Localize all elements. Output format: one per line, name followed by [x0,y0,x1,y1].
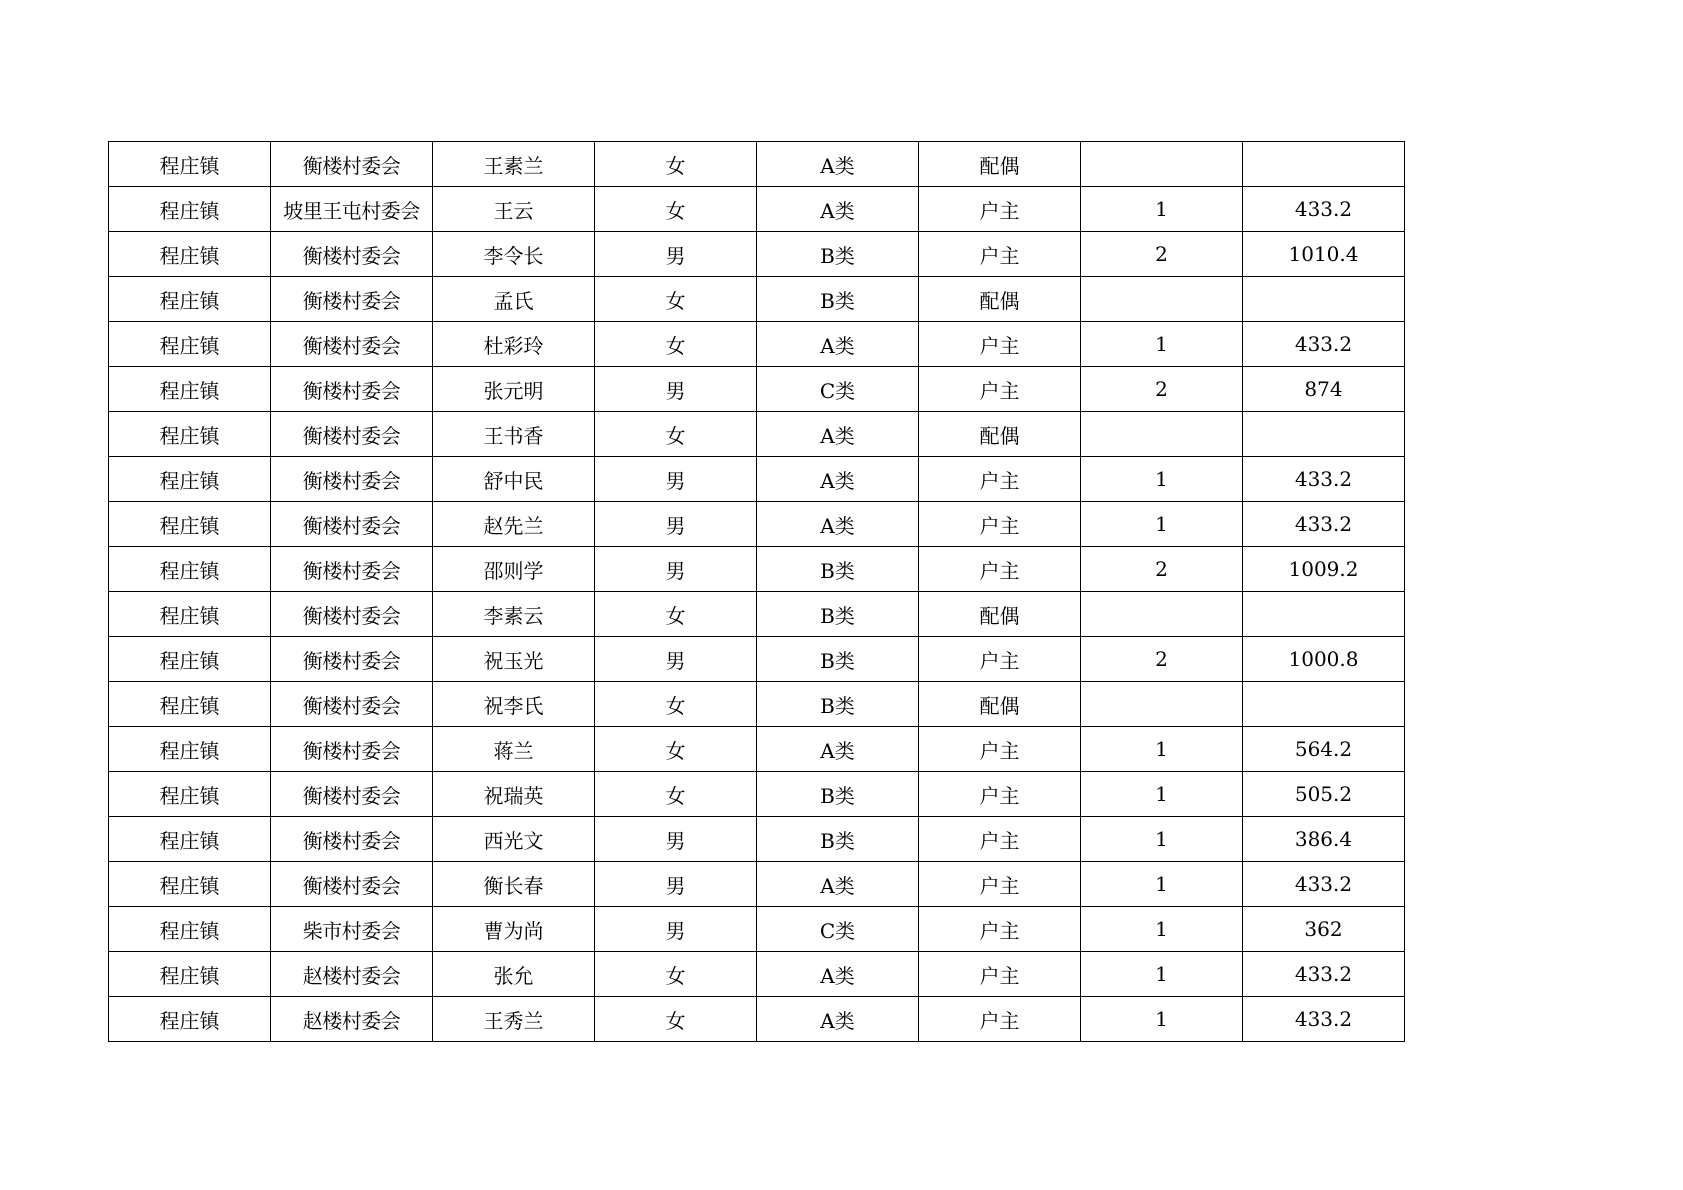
relation-cell: 户主 [919,952,1081,997]
relation-cell: 户主 [919,502,1081,547]
category-cell: B类 [757,277,919,322]
village-cell: 衡楼村委会 [271,142,433,187]
amount-cell: 433.2 [1243,502,1405,547]
category-cell: A类 [757,187,919,232]
relation-cell: 户主 [919,547,1081,592]
gender-cell: 男 [595,547,757,592]
village-cell: 衡楼村委会 [271,637,433,682]
table-row [109,187,1405,232]
category-cell: A类 [757,412,919,457]
table-row [109,817,1405,862]
gender-cell: 男 [595,232,757,277]
amount-cell [1243,592,1405,637]
amount-cell: 1010.4 [1243,232,1405,277]
gender-cell: 女 [595,727,757,772]
town-cell: 程庄镇 [109,322,271,367]
amount-cell: 433.2 [1243,187,1405,232]
name-cell: 王素兰 [433,142,595,187]
name-cell: 王书香 [433,412,595,457]
name-cell: 衡长春 [433,862,595,907]
household-count-cell [1081,592,1243,637]
table-row [109,232,1405,277]
town-cell: 程庄镇 [109,637,271,682]
relation-cell: 户主 [919,772,1081,817]
amount-cell [1243,142,1405,187]
town-cell: 程庄镇 [109,502,271,547]
table-row [109,952,1405,997]
table-row [109,637,1405,682]
gender-cell: 女 [595,277,757,322]
gender-cell: 女 [595,322,757,367]
village-cell: 赵楼村委会 [271,952,433,997]
town-cell: 程庄镇 [109,907,271,952]
category-cell: C类 [757,367,919,412]
amount-cell: 564.2 [1243,727,1405,772]
table-row [109,727,1405,772]
village-cell: 衡楼村委会 [271,547,433,592]
category-cell: B类 [757,592,919,637]
village-cell: 衡楼村委会 [271,862,433,907]
name-cell: 祝瑞英 [433,772,595,817]
gender-cell: 女 [595,952,757,997]
gender-cell: 女 [595,142,757,187]
amount-cell: 433.2 [1243,862,1405,907]
name-cell: 王云 [433,187,595,232]
name-cell: 杜彩玲 [433,322,595,367]
amount-cell: 386.4 [1243,817,1405,862]
table-row [109,502,1405,547]
amount-cell: 874 [1243,367,1405,412]
town-cell: 程庄镇 [109,952,271,997]
name-cell: 舒中民 [433,457,595,502]
table-row [109,592,1405,637]
name-cell: 祝李氏 [433,682,595,727]
amount-cell: 362 [1243,907,1405,952]
table-row [109,277,1405,322]
relation-cell: 户主 [919,997,1081,1042]
name-cell: 邵则学 [433,547,595,592]
village-cell: 赵楼村委会 [271,997,433,1042]
category-cell: B类 [757,232,919,277]
table-row [109,412,1405,457]
name-cell: 赵先兰 [433,502,595,547]
gender-cell: 女 [595,772,757,817]
town-cell: 程庄镇 [109,277,271,322]
relation-cell: 户主 [919,322,1081,367]
village-cell: 衡楼村委会 [271,232,433,277]
subsidy-table [108,141,1405,1042]
relation-cell: 户主 [919,232,1081,277]
amount-cell: 1009.2 [1243,547,1405,592]
category-cell: B类 [757,682,919,727]
relation-cell: 配偶 [919,682,1081,727]
table-row [109,457,1405,502]
village-cell: 衡楼村委会 [271,727,433,772]
table-row [109,907,1405,952]
household-count-cell: 1 [1081,997,1243,1042]
amount-cell: 433.2 [1243,457,1405,502]
gender-cell: 女 [595,997,757,1042]
relation-cell: 户主 [919,457,1081,502]
household-count-cell: 1 [1081,727,1243,772]
household-count-cell: 2 [1081,232,1243,277]
gender-cell: 男 [595,817,757,862]
household-count-cell: 1 [1081,907,1243,952]
village-cell: 衡楼村委会 [271,322,433,367]
gender-cell: 女 [595,187,757,232]
relation-cell: 户主 [919,907,1081,952]
village-cell: 衡楼村委会 [271,592,433,637]
town-cell: 程庄镇 [109,232,271,277]
amount-cell: 1000.8 [1243,637,1405,682]
amount-cell [1243,412,1405,457]
table-row [109,367,1405,412]
category-cell: A类 [757,502,919,547]
village-cell: 衡楼村委会 [271,502,433,547]
name-cell: 王秀兰 [433,997,595,1042]
relation-cell: 配偶 [919,142,1081,187]
gender-cell: 男 [595,502,757,547]
village-cell: 衡楼村委会 [271,367,433,412]
town-cell: 程庄镇 [109,682,271,727]
relation-cell: 户主 [919,862,1081,907]
household-count-cell: 1 [1081,502,1243,547]
town-cell: 程庄镇 [109,592,271,637]
gender-cell: 男 [595,862,757,907]
household-count-cell: 1 [1081,862,1243,907]
town-cell: 程庄镇 [109,772,271,817]
category-cell: B类 [757,772,919,817]
household-count-cell: 1 [1081,952,1243,997]
table-row [109,547,1405,592]
village-cell: 坡里王屯村委会 [271,187,433,232]
household-count-cell [1081,412,1243,457]
category-cell: B类 [757,637,919,682]
town-cell: 程庄镇 [109,727,271,772]
amount-cell: 433.2 [1243,322,1405,367]
amount-cell: 433.2 [1243,952,1405,997]
household-count-cell: 2 [1081,547,1243,592]
relation-cell: 户主 [919,367,1081,412]
town-cell: 程庄镇 [109,457,271,502]
category-cell: A类 [757,862,919,907]
gender-cell: 女 [595,682,757,727]
gender-cell: 男 [595,457,757,502]
household-count-cell: 2 [1081,637,1243,682]
category-cell: A类 [757,142,919,187]
gender-cell: 女 [595,592,757,637]
household-count-cell: 1 [1081,322,1243,367]
village-cell: 衡楼村委会 [271,412,433,457]
town-cell: 程庄镇 [109,862,271,907]
town-cell: 程庄镇 [109,412,271,457]
table-row [109,142,1405,187]
household-count-cell [1081,142,1243,187]
relation-cell: 户主 [919,727,1081,772]
category-cell: B类 [757,547,919,592]
table-row [109,862,1405,907]
household-count-cell: 1 [1081,817,1243,862]
village-cell: 衡楼村委会 [271,457,433,502]
category-cell: B类 [757,817,919,862]
household-count-cell: 2 [1081,367,1243,412]
name-cell: 李令长 [433,232,595,277]
name-cell: 祝玉光 [433,637,595,682]
household-count-cell: 1 [1081,457,1243,502]
village-cell: 柴市村委会 [271,907,433,952]
name-cell: 张允 [433,952,595,997]
household-count-cell: 1 [1081,187,1243,232]
household-count-cell [1081,682,1243,727]
gender-cell: 男 [595,637,757,682]
name-cell: 西光文 [433,817,595,862]
amount-cell [1243,277,1405,322]
gender-cell: 男 [595,367,757,412]
town-cell: 程庄镇 [109,997,271,1042]
category-cell: A类 [757,952,919,997]
table-row [109,772,1405,817]
table-row [109,682,1405,727]
gender-cell: 女 [595,412,757,457]
relation-cell: 户主 [919,637,1081,682]
category-cell: A类 [757,457,919,502]
amount-cell: 433.2 [1243,997,1405,1042]
category-cell: A类 [757,727,919,772]
town-cell: 程庄镇 [109,817,271,862]
relation-cell: 户主 [919,817,1081,862]
category-cell: A类 [757,997,919,1042]
table-row [109,322,1405,367]
village-cell: 衡楼村委会 [271,817,433,862]
amount-cell: 505.2 [1243,772,1405,817]
amount-cell [1243,682,1405,727]
gender-cell: 男 [595,907,757,952]
category-cell: C类 [757,907,919,952]
name-cell: 张元明 [433,367,595,412]
name-cell: 李素云 [433,592,595,637]
household-count-cell: 1 [1081,772,1243,817]
village-cell: 衡楼村委会 [271,277,433,322]
town-cell: 程庄镇 [109,547,271,592]
town-cell: 程庄镇 [109,187,271,232]
town-cell: 程庄镇 [109,367,271,412]
village-cell: 衡楼村委会 [271,772,433,817]
village-cell: 衡楼村委会 [271,682,433,727]
category-cell: A类 [757,322,919,367]
relation-cell: 配偶 [919,277,1081,322]
name-cell: 蒋兰 [433,727,595,772]
table-row [109,997,1405,1042]
name-cell: 孟氏 [433,277,595,322]
household-count-cell [1081,277,1243,322]
town-cell: 程庄镇 [109,142,271,187]
relation-cell: 配偶 [919,412,1081,457]
relation-cell: 户主 [919,187,1081,232]
name-cell: 曹为尚 [433,907,595,952]
relation-cell: 配偶 [919,592,1081,637]
table-body [109,142,1405,1042]
